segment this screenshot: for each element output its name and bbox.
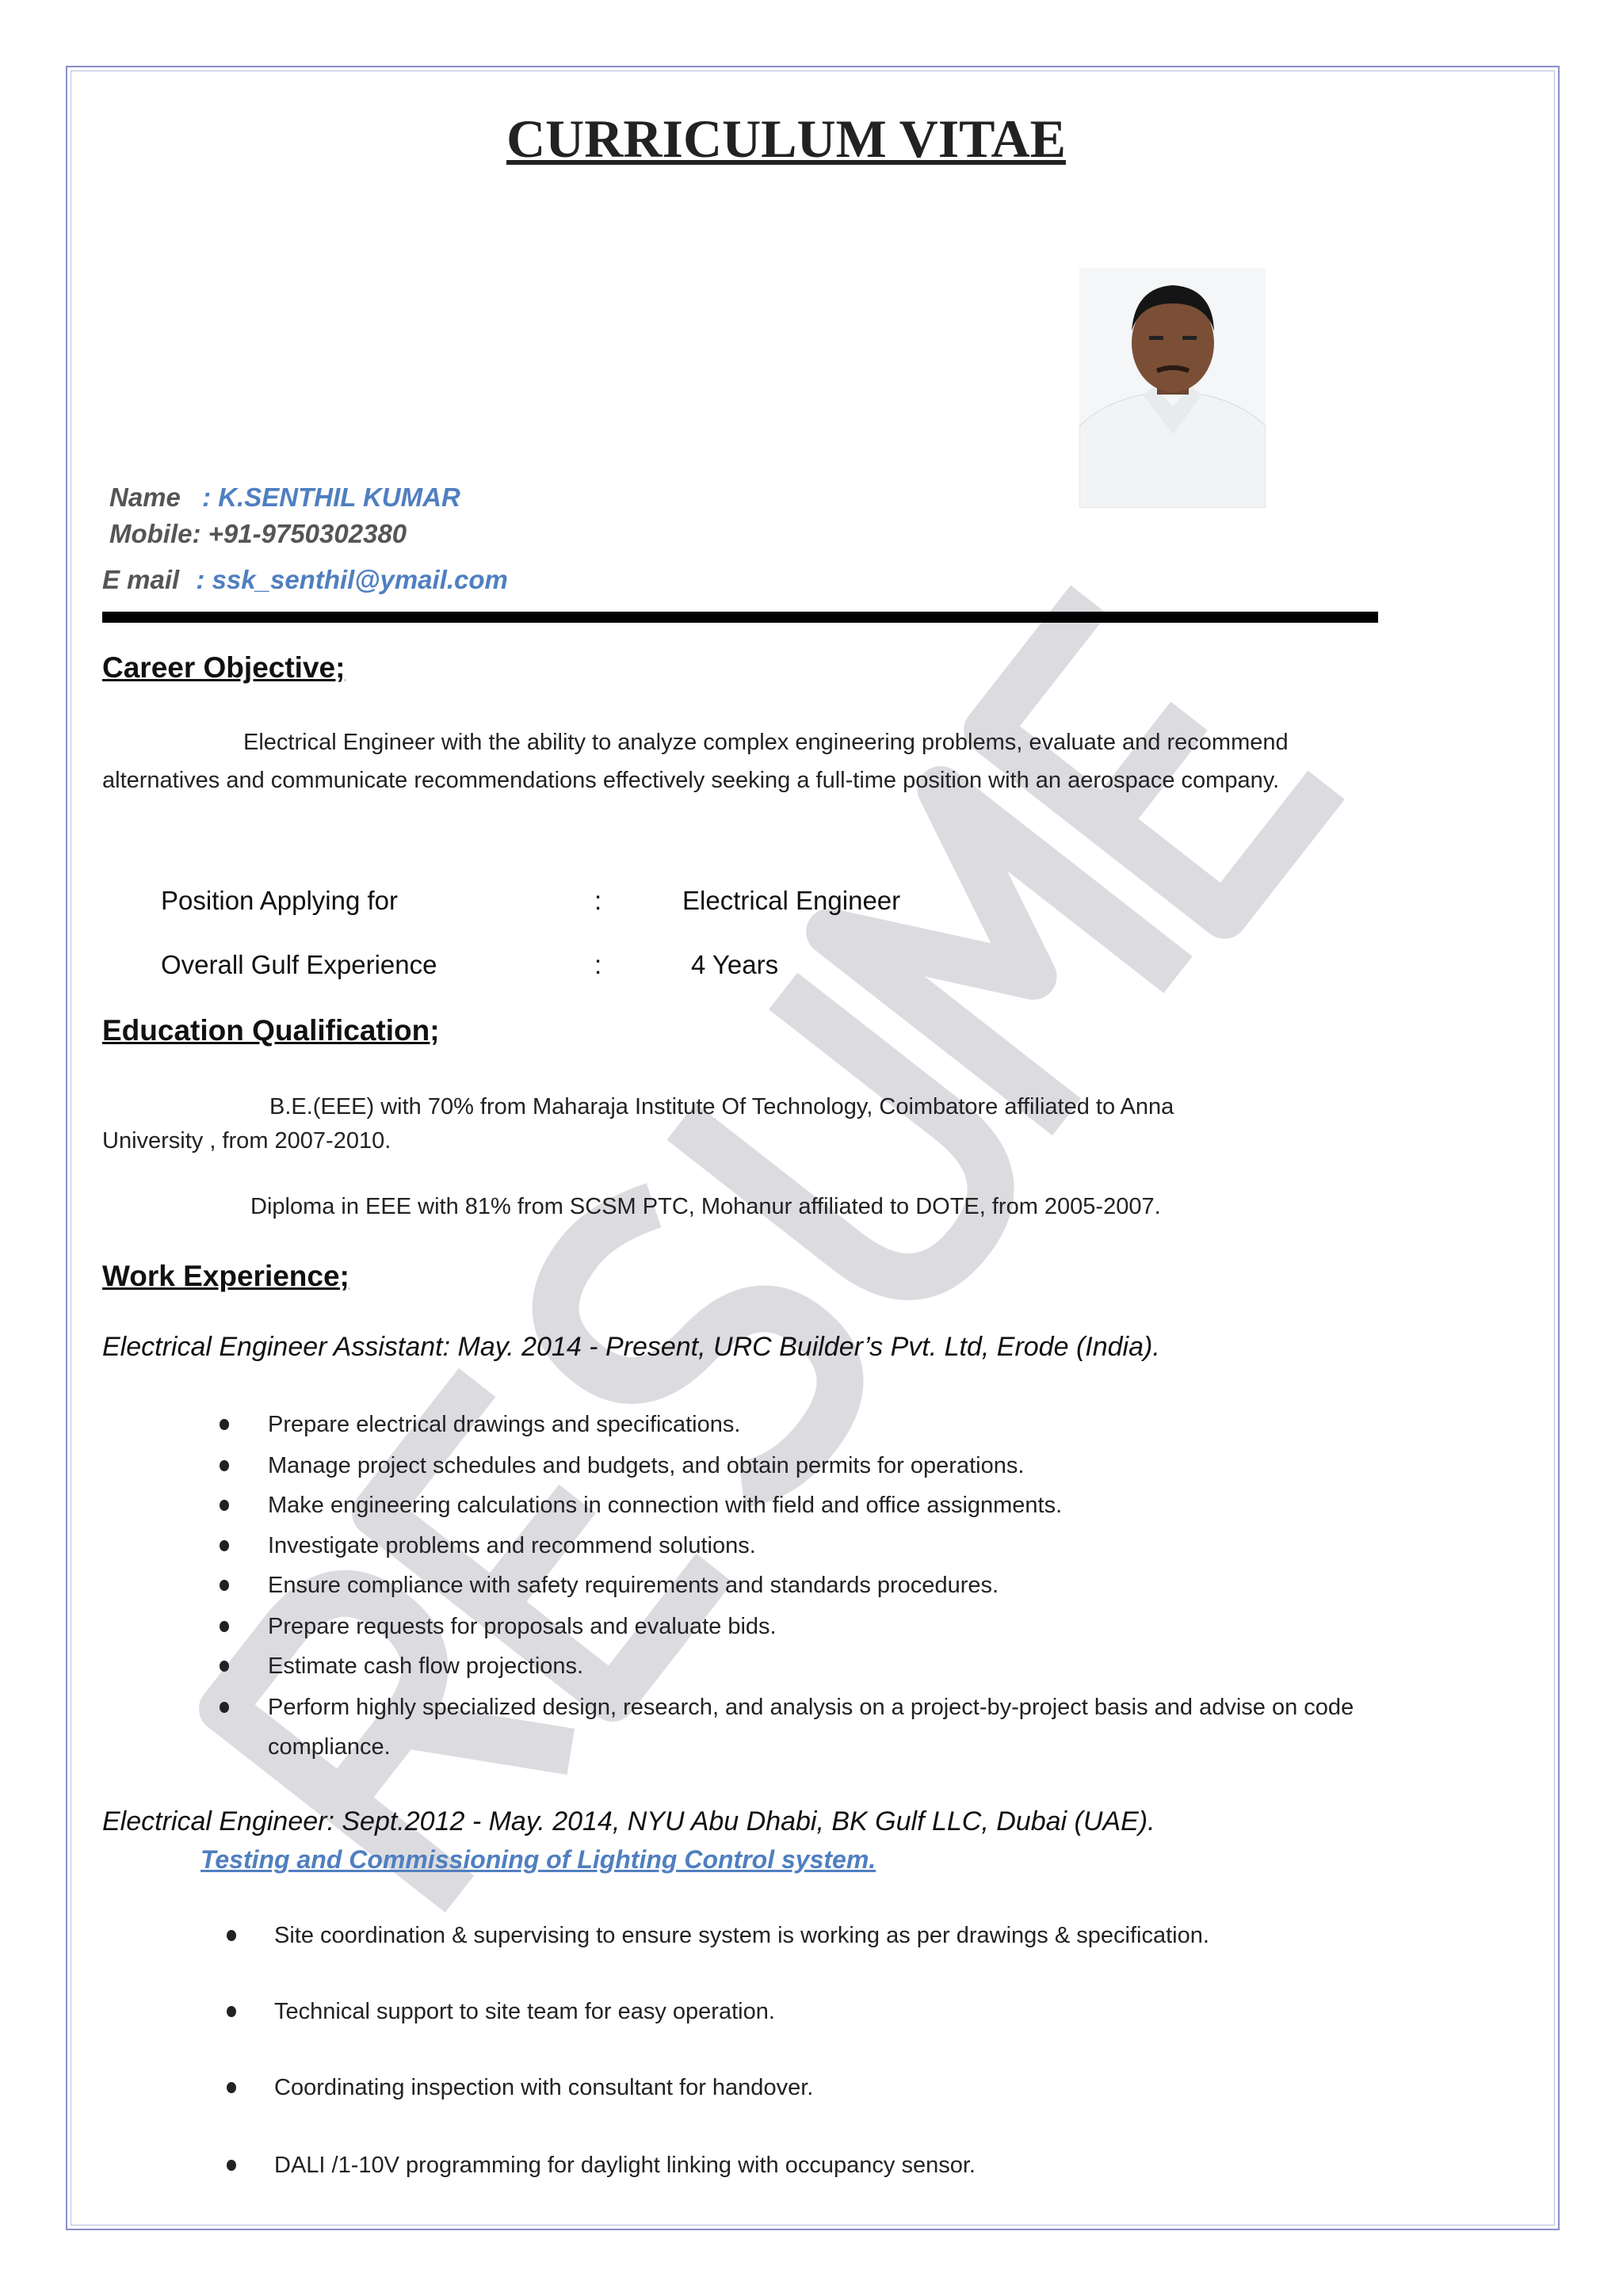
job-title: Electrical Engineer: Sept.2012 - May. 2014, NYU Abu Dhabi, BK Gulf LLC, Dubai (UAE). xyxy=(102,1806,1155,1836)
bullet-icon xyxy=(220,1419,229,1430)
list-item: compliance. xyxy=(268,1734,391,1760)
list-item: Technical support to site team for easy operation. xyxy=(274,1999,775,2024)
separator-bar xyxy=(102,612,1378,623)
list-item: Manage project schedules and budgets, and obtain permits for operations. xyxy=(268,1453,1025,1478)
education-line: University , from 2007-2010. xyxy=(102,1128,391,1154)
email-link[interactable]: : ssk_senthil@ymail.com xyxy=(196,565,508,594)
career-objective-line: Electrical Engineer with the ability to analyze complex engineering problems, evaluate and recommend xyxy=(243,730,1289,755)
list-item: Prepare requests for proposals and evaluate bids. xyxy=(268,1614,777,1639)
position-colon: : xyxy=(594,886,602,915)
bullet-icon xyxy=(220,1702,229,1713)
job-title: Electrical Engineer Assistant: May. 2014 - Present, URC Builder’s Pvt. Ltd, Erode (India). xyxy=(102,1332,1160,1362)
education-line: Diploma in EEE with 81% from SCSM PTC, Mohanur affiliated to DOTE, from 2005-2007. xyxy=(250,1194,1161,1219)
name-field xyxy=(109,482,460,513)
bullet-icon xyxy=(227,2006,236,2017)
education-line: B.E.(EEE) with 70% from Maharaja Institute Of Technology, Coimbatore affiliated to Anna xyxy=(269,1094,1174,1119)
name-label: Name xyxy=(109,482,181,512)
email-label: E mail xyxy=(102,565,180,594)
profile-photo xyxy=(1079,268,1266,508)
experience-value: 4 Years xyxy=(691,950,779,979)
mobile-field: Mobile: +91-9750302380 xyxy=(109,519,407,548)
bullet-icon xyxy=(220,1580,229,1591)
bullet-icon xyxy=(227,2160,236,2171)
career-objective-heading: Career Objective; xyxy=(102,651,346,684)
list-item: Ensure compliance with safety requirements and standards procedures. xyxy=(268,1573,999,1598)
list-item: Site coordination & supervising to ensure system is working as per drawings & specification. xyxy=(274,1923,1209,1948)
list-item: Prepare electrical drawings and specifications. xyxy=(268,1412,741,1437)
bullet-icon xyxy=(220,1540,229,1551)
list-item: Investigate problems and recommend solutions. xyxy=(268,1533,756,1558)
list-item: Estimate cash flow projections. xyxy=(268,1653,584,1679)
page-title: CURRICULUM VITAE xyxy=(506,109,1066,169)
experience-colon: : xyxy=(594,950,602,979)
project-link[interactable]: Testing and Commissioning of Lighting Control system. xyxy=(200,1845,876,1874)
bullet-icon xyxy=(220,1621,229,1632)
bullet-icon xyxy=(220,1500,229,1511)
education-heading: Education Qualification; xyxy=(102,1014,440,1047)
list-item: Make engineering calculations in connection with field and office assignments. xyxy=(268,1493,1063,1518)
bullet-icon xyxy=(220,1460,229,1471)
experience-label: Overall Gulf Experience xyxy=(161,950,437,979)
name-value: : K.SENTHIL KUMAR xyxy=(202,482,460,512)
bullet-icon xyxy=(227,2082,236,2093)
work-experience-heading: Work Experience; xyxy=(102,1260,349,1292)
bullet-icon xyxy=(220,1661,229,1672)
list-item: DALI /1-10V programming for daylight linking with occupancy sensor. xyxy=(274,2153,976,2178)
email-field xyxy=(102,564,508,596)
position-value: Electrical Engineer xyxy=(682,886,901,915)
bullet-icon xyxy=(227,1930,236,1941)
list-item: Coordinating inspection with consultant for handover. xyxy=(274,2075,814,2100)
list-item: Perform highly specialized design, research, and analysis on a project-by-project basis and advise on code xyxy=(268,1695,1354,1720)
position-label: Position Applying for xyxy=(161,886,399,915)
career-objective-line: alternatives and communicate recommendations effectively seeking a full-time position with an aerospace company. xyxy=(102,768,1280,793)
